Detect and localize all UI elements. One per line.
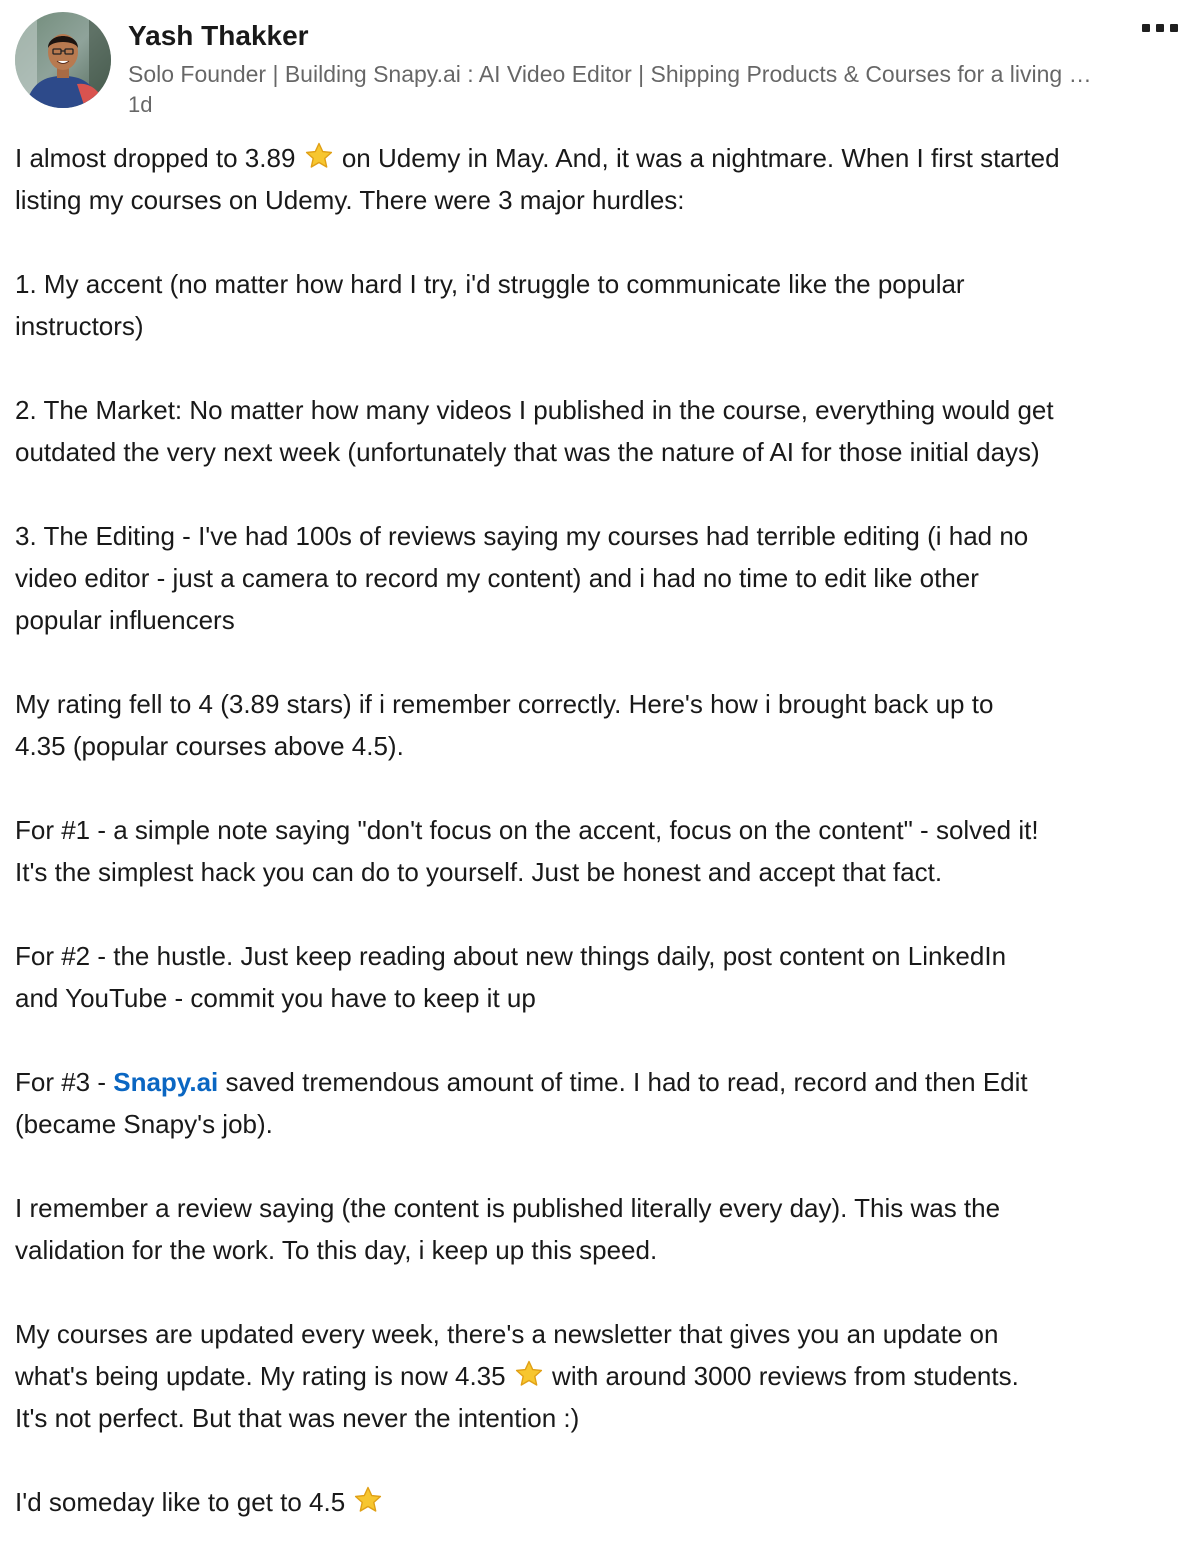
post-paragraph — [15, 1313, 1187, 1439]
text-line: It's not perfect. But that was never the intention :) — [15, 1403, 580, 1433]
text-line: and YouTube - commit you have to keep it up — [15, 983, 536, 1013]
post-paragraph — [15, 137, 1187, 221]
post-paragraph — [15, 263, 1187, 347]
avatar-photo — [15, 12, 111, 108]
post-paragraph — [15, 935, 1187, 1019]
ellipsis-icon — [1142, 24, 1150, 32]
text-line — [15, 137, 1187, 179]
text-line: (became Snapy's job). — [15, 1109, 273, 1139]
post-header — [0, 0, 1202, 130]
star-emoji-icon — [514, 1359, 544, 1389]
text-line — [15, 1481, 1187, 1523]
avatar[interactable] — [15, 12, 111, 108]
text-fragment: For #3 - — [15, 1067, 114, 1097]
text-fragment: with around 3000 reviews from students. — [544, 1361, 1019, 1391]
post-paragraph — [15, 809, 1187, 893]
text-line: For #2 - the hustle. Just keep reading about new things daily, post content on LinkedIn — [15, 941, 1007, 971]
text-line: My courses are updated every week, there's a newsletter that gives you an update on — [15, 1319, 999, 1349]
star-emoji-icon — [353, 1485, 383, 1515]
more-options-button[interactable] — [1136, 10, 1184, 46]
text-fragment: saved tremendous amount of time. I had to read, record and then Edit — [218, 1067, 1028, 1097]
post-body — [15, 137, 1187, 1544]
text-line: video editor - just a camera to record my content) and i had no time to edit like other — [15, 563, 979, 593]
text-line: I remember a review saying (the content is published literally every day). This was the — [15, 1193, 1001, 1223]
text-fragment: on Udemy in May. And, it was a nightmare. When I first started — [334, 143, 1060, 173]
ellipsis-icon — [1156, 24, 1164, 32]
text-fragment: I almost dropped to 3.89 — [15, 143, 303, 173]
post-paragraph — [15, 683, 1187, 767]
author-name[interactable]: Yash Thakker — [128, 20, 309, 51]
text-line: 1. My accent (no matter how hard I try, i'd struggle to communicate like the popular — [15, 269, 965, 299]
text-line: popular influencers — [15, 605, 235, 635]
text-line: 3. The Editing - I've had 100s of reviews saying my courses had terrible editing (i had no — [15, 521, 1029, 551]
post-paragraph — [15, 389, 1187, 473]
text-line: 2. The Market: No matter how many videos I published in the course, everything would get — [15, 395, 1054, 425]
star-emoji-icon — [304, 141, 334, 171]
post-timestamp[interactable]: 1d — [128, 92, 153, 117]
text-line: validation for the work. To this day, i keep up this speed. — [15, 1235, 658, 1265]
post-paragraph — [15, 1481, 1187, 1523]
author-headline: Solo Founder | Building Snapy.ai : AI Video Editor | Shipping Products & Courses for a living … — [128, 61, 1092, 87]
text-line: 4.35 (popular courses above 4.5). — [15, 731, 404, 761]
post-paragraph — [15, 1061, 1187, 1145]
post-paragraph — [15, 1187, 1187, 1271]
text-line: outdated the very next week (unfortunately that was the nature of AI for those initial days) — [15, 437, 1040, 467]
text-line: My rating fell to 4 (3.89 stars) if i remember correctly. Here's how i brought back up to — [15, 689, 994, 719]
text-fragment: what's being update. My rating is now 4.35 — [15, 1361, 513, 1391]
text-line — [15, 1061, 1187, 1103]
text-fragment: I'd someday like to get to 4.5 — [15, 1487, 353, 1517]
text-line: It's the simplest hack you can do to yourself. Just be honest and accept that fact. — [15, 857, 943, 887]
text-line: instructors) — [15, 311, 144, 341]
text-line — [15, 1355, 1187, 1397]
post-paragraph — [15, 515, 1187, 641]
snapy-link[interactable]: Snapy.ai — [113, 1067, 219, 1097]
ellipsis-icon — [1170, 24, 1178, 32]
text-line: For #1 - a simple note saying "don't focus on the accent, focus on the content" - solved it! — [15, 815, 1039, 845]
text-line: listing my courses on Udemy. There were 3 major hurdles: — [15, 185, 685, 215]
